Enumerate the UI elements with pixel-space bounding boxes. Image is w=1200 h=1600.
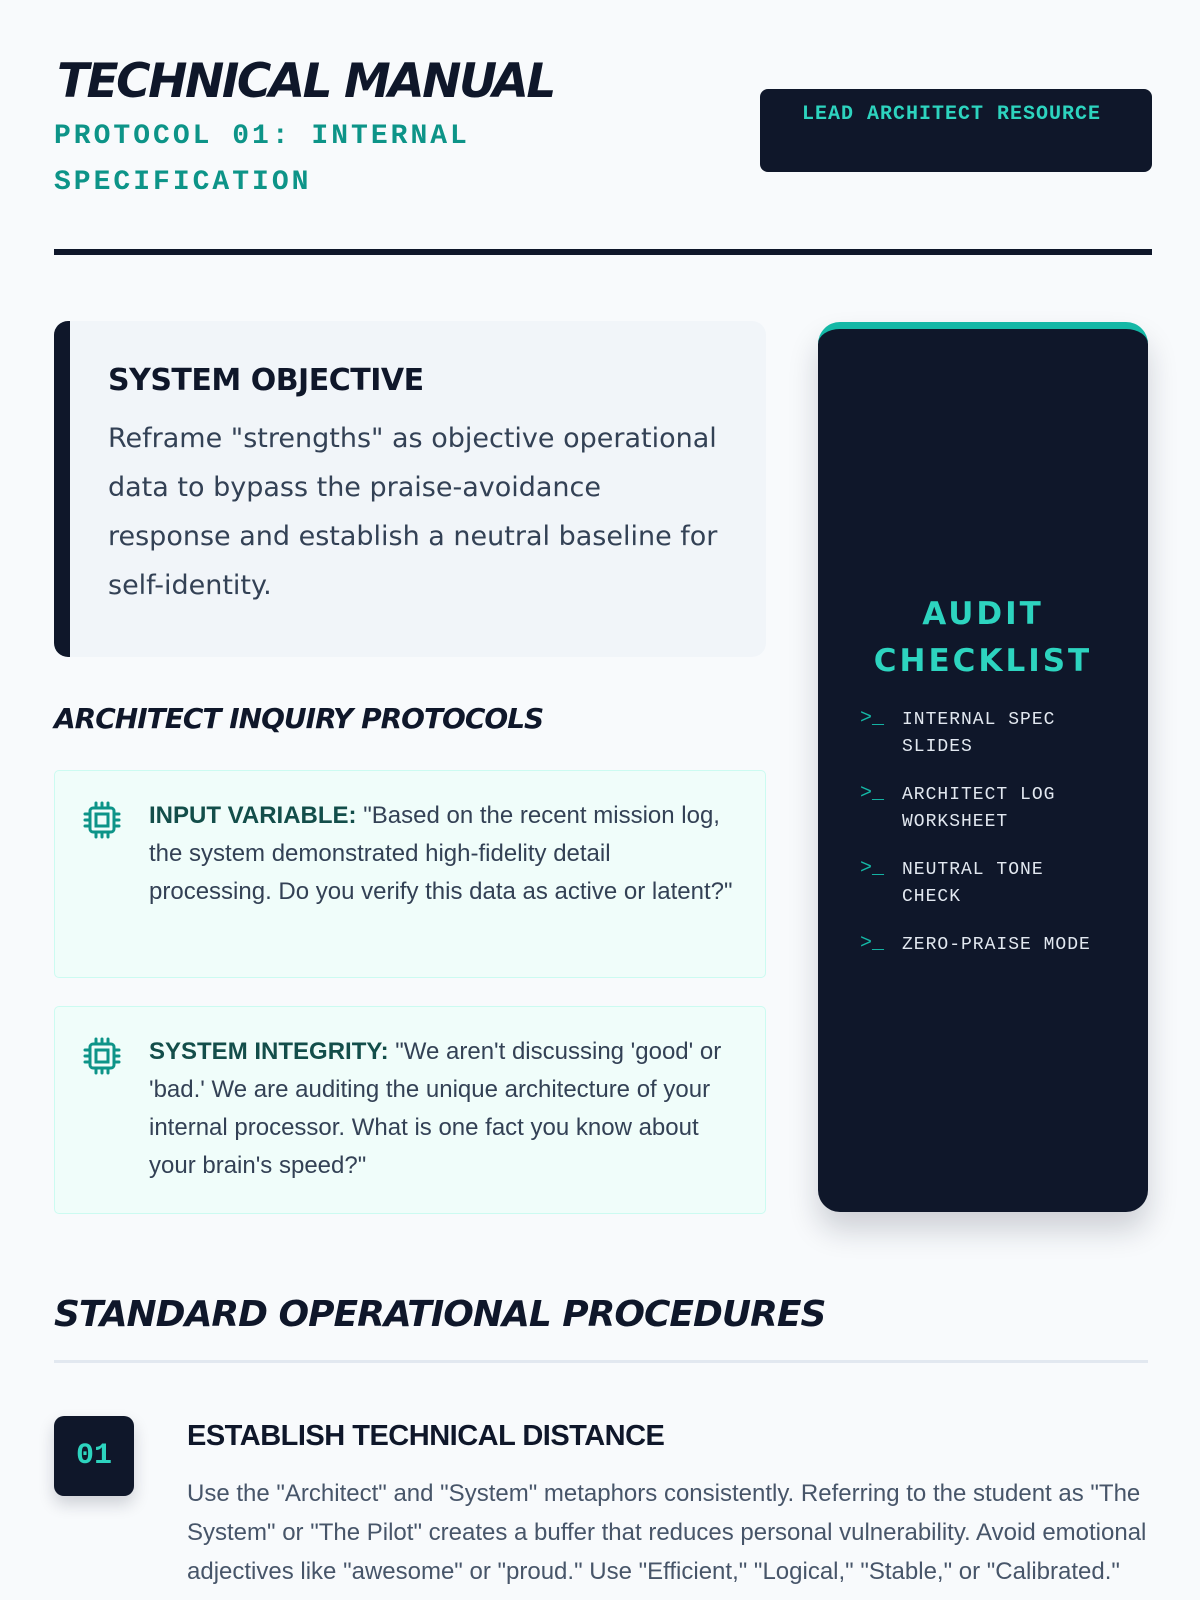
checklist-item-label: NEUTRAL TONE CHECK bbox=[902, 860, 1044, 907]
terminal-prompt-icon: >_ bbox=[860, 932, 885, 955]
protocol-text bbox=[149, 797, 735, 911]
terminal-prompt-icon: >_ bbox=[860, 782, 885, 805]
objective-title: SYSTEM OBJECTIVE bbox=[108, 363, 424, 398]
role-badge: LEAD ARCHITECT RESOURCE bbox=[760, 89, 1152, 172]
protocol-quote: "Based on the recent mission log, the system demonstrated high-fidelity detail processing. Do you verify this data as active or latent?" bbox=[149, 802, 733, 905]
section-divider bbox=[54, 1360, 1148, 1363]
document-title: TECHNICAL MANUAL bbox=[57, 54, 554, 109]
checklist-title: AUDIT CHECKLIST bbox=[873, 596, 1093, 679]
step-text: Use the "Architect" and "System" metaphors consistently. Referring to the student as "The System" or "The Pilot" creates a buffer that reduces personal vulnerability. Avoid emotional adjectives like "awesome" or "proud." Use "Efficient," "Logical," "Stable," or "Calibrated." bbox=[187, 1480, 1147, 1585]
objective-text: Reframe "strengths" as objective operational data to bypass the praise-avoidance response and establish a neutral baseline for self-identity. bbox=[108, 423, 718, 601]
protocol-label: SYSTEM INTEGRITY: bbox=[149, 1038, 389, 1065]
sop-heading: STANDARD OPERATIONAL PROCEDURES bbox=[54, 1294, 826, 1335]
terminal-prompt-icon: >_ bbox=[860, 857, 885, 880]
step-number-badge: 01 bbox=[54, 1416, 134, 1496]
protocol-quote: "We aren't discussing 'good' or 'bad.' We are auditing the unique architecture of your internal processor. What is one fact you know about your brain's speed?" bbox=[149, 1038, 722, 1179]
chip-icon bbox=[83, 1037, 121, 1075]
protocol-card bbox=[54, 770, 766, 978]
step-title: ESTABLISH TECHNICAL DISTANCE bbox=[187, 1420, 665, 1452]
chip-icon bbox=[83, 801, 121, 839]
protocol-text bbox=[149, 1033, 735, 1185]
terminal-prompt-icon: >_ bbox=[860, 707, 885, 730]
protocol-card bbox=[54, 1006, 766, 1214]
protocols-heading: ARCHITECT INQUIRY PROTOCOLS bbox=[54, 702, 544, 735]
checklist-item-label: INTERNAL SPEC SLIDES bbox=[902, 710, 1056, 757]
checklist-item-label: ARCHITECT LOG WORKSHEET bbox=[902, 785, 1056, 832]
checklist-item-label: ZERO-PRAISE MODE bbox=[902, 935, 1091, 955]
document-subtitle: PROTOCOL 01: INTERNAL SPECIFICATION bbox=[54, 121, 470, 198]
audit-checklist-panel bbox=[818, 322, 1148, 1212]
page-header bbox=[54, 0, 1152, 255]
system-objective-panel bbox=[54, 321, 766, 657]
protocol-label: INPUT VARIABLE: bbox=[149, 802, 357, 829]
